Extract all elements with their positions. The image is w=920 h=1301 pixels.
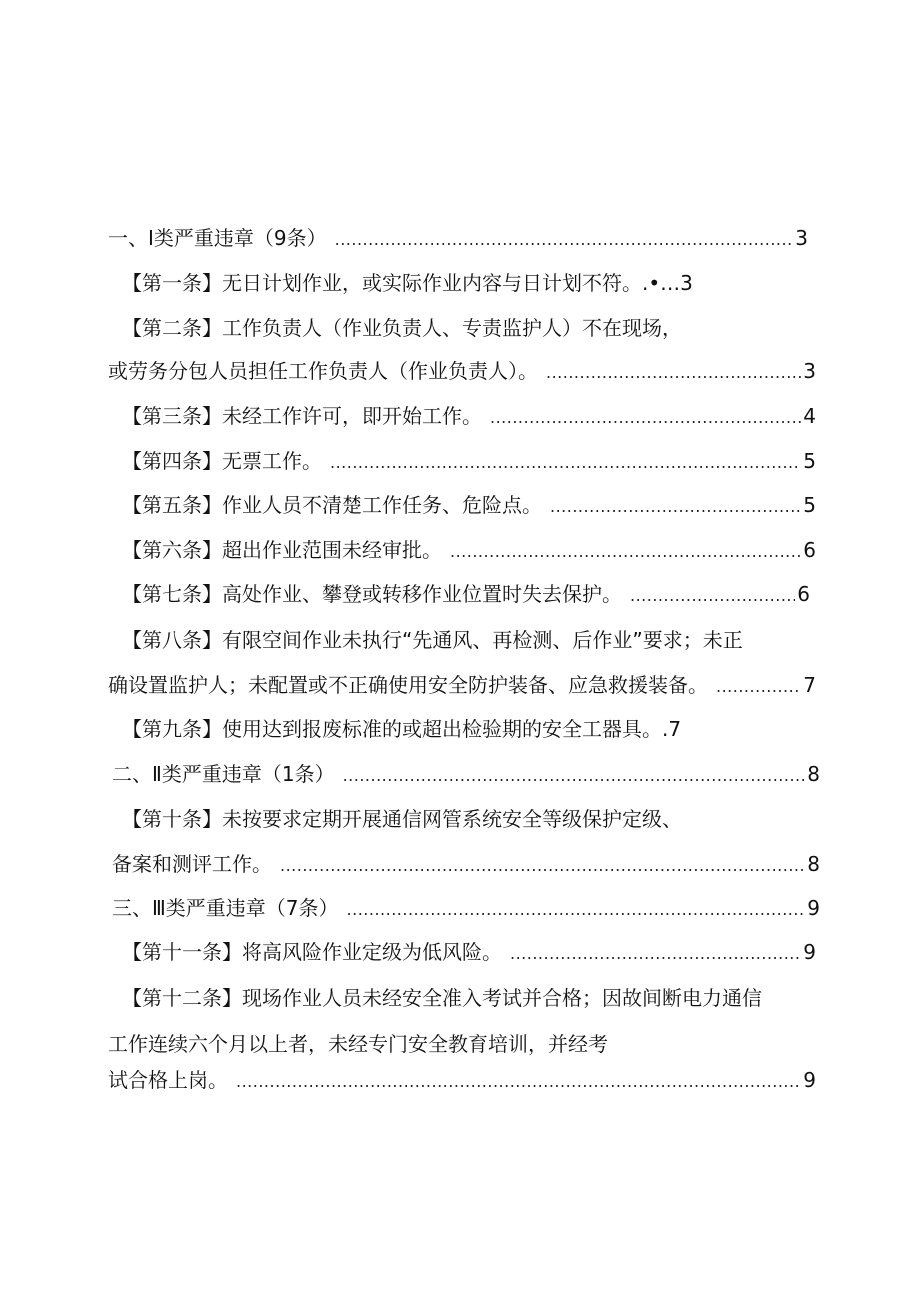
toc-entry-article-3[interactable] xyxy=(122,398,816,434)
dot-leader xyxy=(450,534,801,570)
toc-entry-article-5[interactable] xyxy=(122,487,816,523)
toc-entry-title: 【第三条】未经工作许可，即开始工作。 xyxy=(122,404,482,428)
toc-entry-article-2-line-1[interactable] xyxy=(122,310,682,346)
dot-leader xyxy=(343,758,806,794)
toc-entry-title: 【第九条】使用达到报废标准的或超出检验期的安全工器具。.7 xyxy=(122,717,682,741)
toc-entry-article-10-line-1[interactable] xyxy=(122,801,682,837)
toc-entry-title: 【第一条】无日计划作业，或实际作业内容与日计划不符。.•…3 xyxy=(122,271,693,295)
toc-entry-title: 【第十一条】将高风险作业定级为低风险。 xyxy=(122,940,502,964)
toc-entry-title: 【第八条】有限空间作业未执行“先通风、再检测、后作业”要求；未正 xyxy=(122,628,743,652)
dot-leader xyxy=(280,848,805,884)
toc-entry-title: 【第六条】超出作业范围未经审批。 xyxy=(122,538,442,562)
toc-entry-article-8-line-2[interactable] xyxy=(108,667,816,703)
toc-entry-article-1[interactable] xyxy=(122,265,693,301)
toc-entry-title: 【第五条】作业人员不清楚工作任务、危险点。 xyxy=(122,493,542,517)
dot-leader xyxy=(335,222,794,258)
toc-entry-article-9[interactable] xyxy=(122,711,681,747)
dot-leader xyxy=(347,892,806,928)
toc-entry-title: 试合格上岗。 xyxy=(108,1068,228,1092)
toc-page-number: 6 xyxy=(797,582,810,606)
toc-page-number: 6 xyxy=(803,538,816,562)
dot-leader xyxy=(490,400,801,436)
toc-entry-article-6[interactable] xyxy=(122,532,816,568)
toc-entry-article-11[interactable] xyxy=(122,934,816,970)
dot-leader xyxy=(236,1064,801,1100)
toc-entry-title: 【第十二条】现场作业人员未经安全准入考试并合格；因故间断电力通信 xyxy=(122,986,762,1010)
dot-leader xyxy=(330,445,801,481)
toc-entry-title: 【第七条】高处作业、攀登或转移作业位置时失去保护。 xyxy=(122,582,622,606)
toc-entry-title: 一、Ⅰ类严重违章（9条） xyxy=(108,226,327,250)
dot-leader xyxy=(550,489,801,525)
toc-entry-title: 【第二条】工作负责人（作业负责人、专责监护人）不在现场， xyxy=(122,316,682,340)
toc-page-number: 3 xyxy=(795,226,808,250)
toc-page-number: 7 xyxy=(803,673,816,697)
toc-entry-title: 二、Ⅱ类严重违章（1条） xyxy=(112,762,335,786)
toc-entry-title: 【第四条】无票工作。 xyxy=(122,449,322,473)
toc-entry-article-12-line-2[interactable] xyxy=(108,1026,608,1062)
toc-entry-title: 备案和测评工作。 xyxy=(112,852,272,876)
toc-entry-title: 三、Ⅲ类严重违章（7条） xyxy=(112,896,339,920)
toc-page-number: 9 xyxy=(803,1068,816,1092)
toc-entry-title: 确设置监护人；未配置或不正确使用安全防护装备、应急救援装备。 xyxy=(108,673,708,697)
toc-entry-title: 工作连续六个月以上者，未经专门安全教育培训，并经考 xyxy=(108,1032,608,1056)
dot-leader xyxy=(630,578,795,614)
toc-entry-article-8-line-1[interactable] xyxy=(122,622,743,658)
toc-entry-article-4[interactable] xyxy=(122,443,816,479)
toc-entry-article-10-line-2[interactable] xyxy=(112,846,820,882)
toc-entry-article-2-line-2[interactable] xyxy=(108,353,816,389)
dot-leader xyxy=(546,355,801,391)
toc-entry-article-7[interactable] xyxy=(122,576,810,612)
toc-page-number: 9 xyxy=(803,940,816,964)
toc-entry-article-12-line-1[interactable] xyxy=(122,980,762,1016)
toc-page-number: 4 xyxy=(803,404,816,428)
toc-entry-section-1[interactable] xyxy=(108,220,808,256)
toc-page-number: 9 xyxy=(807,896,820,920)
toc-page-number: 5 xyxy=(803,449,816,473)
toc-page-number: 3 xyxy=(803,359,816,383)
toc-entry-article-12-line-3[interactable] xyxy=(108,1062,816,1098)
toc-page-number: 8 xyxy=(807,852,820,876)
toc-entry-section-2[interactable] xyxy=(112,756,820,792)
toc-entry-section-3[interactable] xyxy=(112,890,820,926)
toc-entry-title: 【第十条】未按要求定期开展通信网管系统安全等级保护定级、 xyxy=(122,807,682,831)
dot-leader xyxy=(510,936,801,972)
toc-entry-title: 或劳务分包人员担任工作负责人（作业负责人）。 xyxy=(108,359,538,383)
toc-page-number: 8 xyxy=(807,762,820,786)
dot-leader xyxy=(716,669,801,705)
toc-page-number: 5 xyxy=(803,493,816,517)
